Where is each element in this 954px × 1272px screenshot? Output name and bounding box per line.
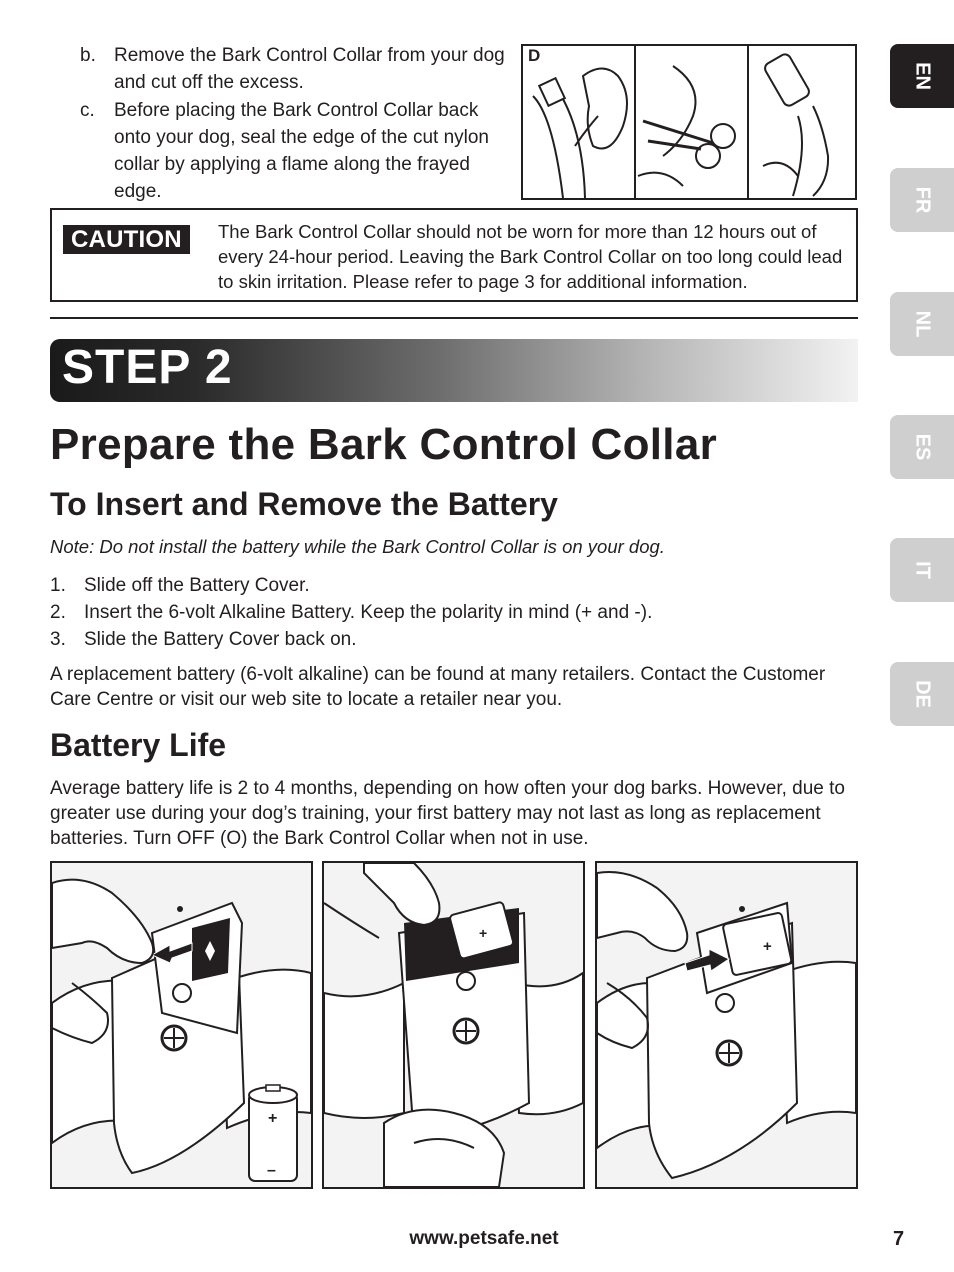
insert-battery-illustration [324, 863, 583, 1187]
language-tab-label: ES [911, 433, 934, 461]
list-number: 2. [50, 602, 66, 623]
section-divider [50, 317, 858, 319]
main-heading: Prepare the Bark Control Collar [50, 420, 718, 469]
footer-url-text[interactable]: www.petsafe.net [409, 1228, 559, 1249]
collar-trimming-illustration [523, 46, 855, 198]
battery-minus-label: – [267, 1162, 276, 1179]
figure-replace-cover [595, 861, 858, 1189]
figure-insert-battery [322, 861, 585, 1189]
language-tab-label: DE [911, 680, 934, 708]
battery-life-heading: Battery Life [50, 727, 227, 763]
list-item-text: Before placing the Bark Control Collar back onto your dog, seal the edge of the cut nylon collar by applying a flame along the frayed edge. [114, 99, 489, 203]
caution-badge: CAUTION [63, 225, 190, 254]
language-tab-en[interactable] [890, 44, 954, 108]
list-item [80, 42, 510, 97]
list-number: 3. [50, 629, 66, 650]
language-tab-es[interactable] [890, 415, 954, 479]
language-tab-label: EN [911, 62, 934, 90]
battery-plus-label: + [268, 1110, 278, 1127]
battery-section-heading: To Insert and Remove the Battery [50, 486, 558, 522]
list-item [50, 599, 652, 626]
replacement-paragraph: A replacement battery (6-volt alkaline) can be found at many retailers. Contact the Customer Care Centre or visit our web site to locate a retailer near you. [50, 664, 826, 710]
language-tab-label: NL [911, 310, 934, 338]
remove-cover-illustration [52, 863, 311, 1187]
footer-url [0, 1228, 954, 1250]
caution-text: The Bark Control Collar should not be worn for more than 12 hours out of every 24-hour period. Leaving the Bark Control Collar on too long could lead to skin irritation. Please refer to page 3 for additional information. [218, 221, 843, 292]
list-marker: b. [80, 45, 96, 66]
instruction-list-top [80, 42, 510, 206]
step-banner [50, 339, 858, 402]
battery-note: Note: Do not install the battery while the Bark Control Collar is on your dog. [50, 536, 665, 557]
battery-life-paragraph: Average battery life is 2 to 4 months, depending on how often your dog barks. However, due to greater use during your dog’s training, your first battery may not last as long as replacement batteries. Turn OFF (O) the Bark Control Collar when not in use. [50, 778, 845, 849]
page-number: 7 [893, 1228, 905, 1250]
language-tab-label: FR [911, 186, 934, 214]
step-title: STEP 2 [62, 341, 233, 394]
list-item [50, 572, 652, 599]
list-item-text: Slide off the Battery Cover. [84, 575, 310, 596]
battery-plus-label: + [763, 938, 772, 955]
list-number: 1. [50, 575, 66, 596]
list-item [80, 97, 510, 206]
list-item-text: Slide the Battery Cover back on. [84, 629, 357, 650]
language-tab-it[interactable] [890, 538, 954, 602]
list-item [50, 626, 652, 653]
figure-d-collar-trimming [521, 44, 857, 200]
list-item-text: Insert the 6-volt Alkaline Battery. Keep the polarity in mind (+ and -). [84, 602, 653, 623]
list-marker: c. [80, 99, 95, 121]
caution-box [50, 208, 858, 302]
language-tab-de[interactable] [890, 662, 954, 726]
replace-cover-illustration [597, 863, 856, 1187]
figure-remove-cover [50, 861, 313, 1189]
language-tab-label: IT [911, 561, 934, 579]
language-tab-nl[interactable] [890, 292, 954, 356]
figure-label: D [528, 46, 541, 65]
battery-steps-list [50, 572, 652, 653]
language-tab-fr[interactable] [890, 168, 954, 232]
list-item-text: Remove the Bark Control Collar from your dog and cut off the excess. [114, 45, 505, 94]
battery-plus-label: + [479, 925, 488, 941]
